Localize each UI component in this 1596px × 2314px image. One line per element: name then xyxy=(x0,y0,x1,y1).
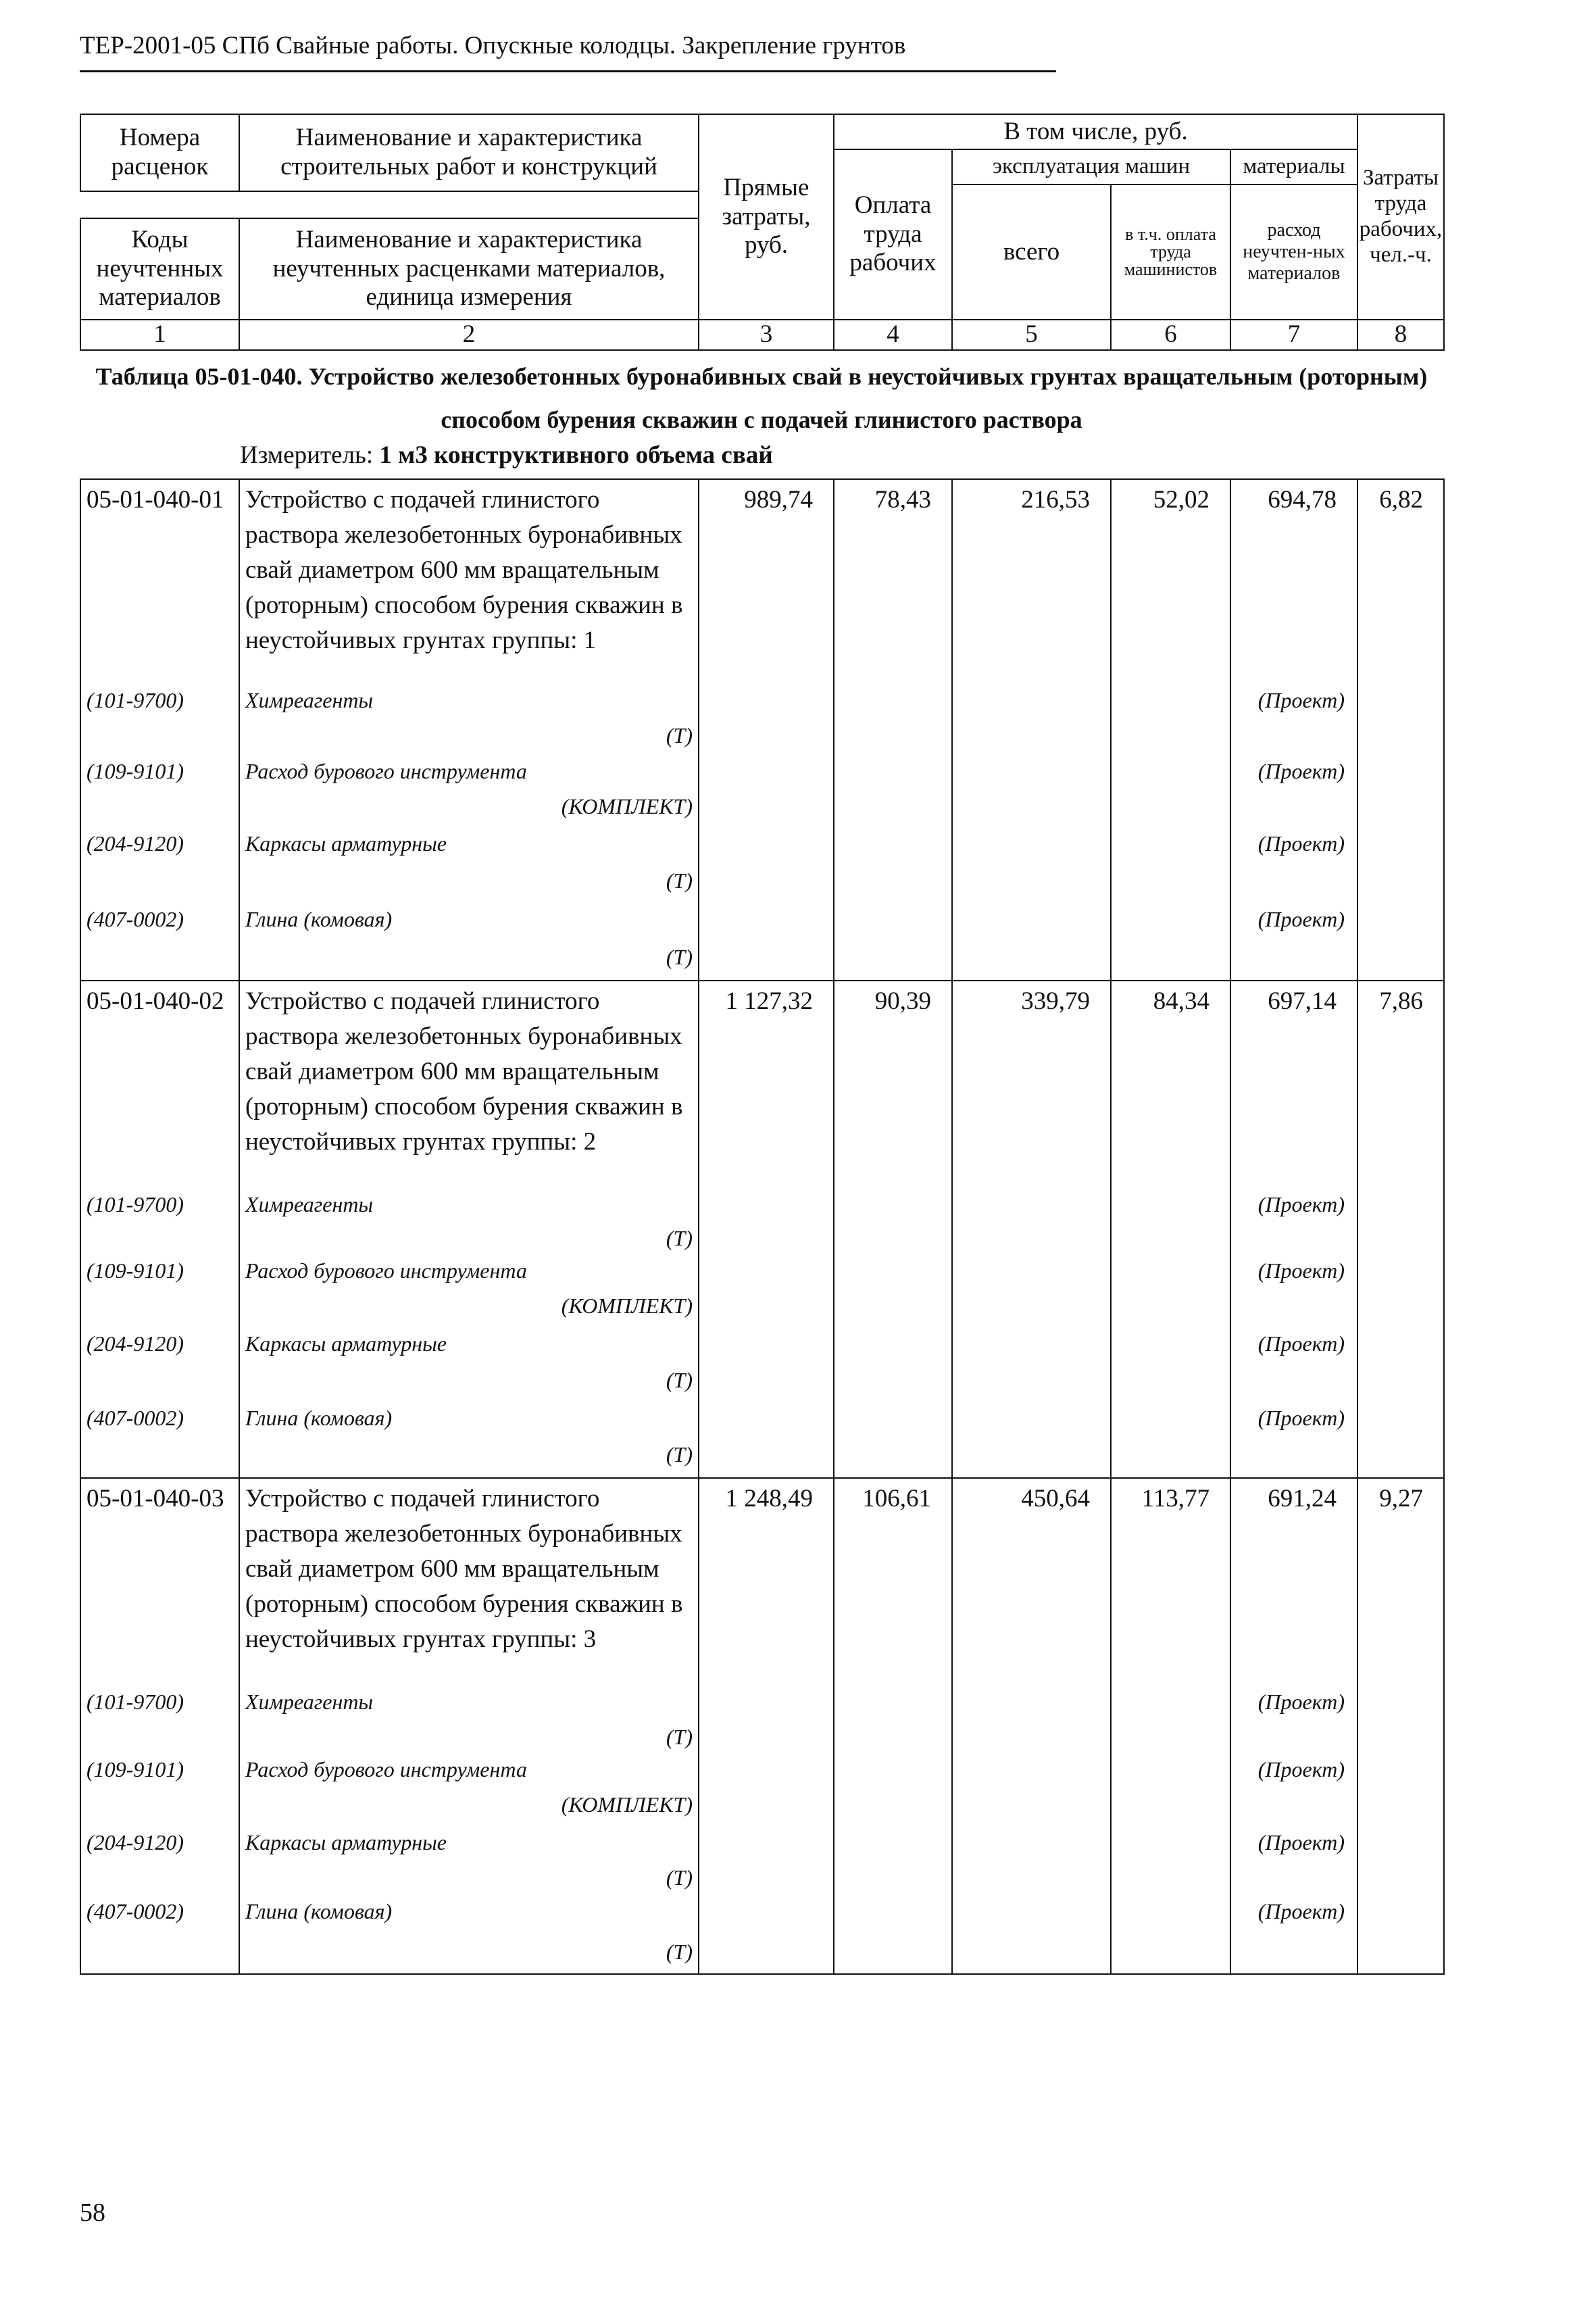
material-consumption: (Проект) xyxy=(1257,759,1345,783)
material-consumption: (Проект) xyxy=(1257,1258,1345,1283)
machines-total-value: 339,79 xyxy=(1021,987,1090,1015)
material-code: (204-9120) xyxy=(86,831,184,856)
material-unit: (Т) xyxy=(666,1442,693,1467)
material-code: (407-0002) xyxy=(86,1406,184,1430)
header-material-codes: Коды неучтенных материалов xyxy=(80,218,239,320)
material-code: (109-9101) xyxy=(86,1757,184,1781)
material-unit: (Т) xyxy=(666,1865,693,1890)
header-machine-operation: эксплуатация машин xyxy=(952,149,1230,184)
header-materials: материалы xyxy=(1230,149,1357,184)
page-number: 58 xyxy=(80,2198,105,2227)
material-unit: (Т) xyxy=(666,1725,693,1749)
material-unit: (КОМПЛЕКТ) xyxy=(561,1294,693,1318)
material-code: (101-9700) xyxy=(86,1192,184,1216)
materials-cell xyxy=(1230,981,1357,1478)
labor-pay-value: 90,39 xyxy=(874,987,931,1015)
material-unit: (Т) xyxy=(666,868,693,893)
material-code: (109-9101) xyxy=(86,1258,184,1283)
material-unit: (Т) xyxy=(666,1226,693,1250)
table-row xyxy=(80,981,1444,1478)
material-unit: (КОМПЛЕКТ) xyxy=(561,1792,693,1817)
description-cell xyxy=(239,479,699,981)
rate-code: 05-01-040-01 xyxy=(86,486,224,514)
rate-code-cell xyxy=(80,981,239,1478)
header-works-name: Наименование и характеристика строительных работ и конструкций xyxy=(239,114,699,191)
header-direct-costs: Прямые затраты, руб. xyxy=(699,114,834,320)
header-rate-numbers: Номера расценок xyxy=(80,114,239,191)
header-materials-name: Наименование и характеристика неучтенных расценками материалов, единица измерения xyxy=(239,218,699,320)
col-number: 6 xyxy=(1111,320,1230,350)
material-name: Химреагенты xyxy=(245,1690,374,1714)
col-number: 7 xyxy=(1230,320,1357,350)
material-consumption: (Проект) xyxy=(1257,1830,1345,1854)
material-consumption: (Проект) xyxy=(1257,688,1345,712)
work-description: Устройство с подачей глинистого раствора железобетонных буронабивных свай диаметром 600 мм вращательным (роторным) способом бурения скважин в неустойчивых грунтах группы: 3 xyxy=(245,1485,683,1653)
rate-code-cell xyxy=(80,1478,239,1974)
col-number: 4 xyxy=(834,320,952,350)
header-labor-costs: Затраты труда рабочих, чел.-ч. xyxy=(1357,114,1444,320)
col-number: 1 xyxy=(80,320,239,350)
col-number: 3 xyxy=(699,320,834,350)
header-including: В том числе, руб. xyxy=(834,114,1357,149)
material-name: Расход бурового инструмента xyxy=(245,1757,527,1781)
material-name: Каркасы арматурные xyxy=(245,1331,447,1356)
material-code: (101-9700) xyxy=(86,1690,184,1714)
material-name: Расход бурового инструмента xyxy=(245,759,527,783)
machines-total-value: 450,64 xyxy=(1021,1485,1090,1512)
machinist-pay-value: 52,02 xyxy=(1153,486,1210,514)
table-title: Таблица 05-01-040. Устройство железобетонных буронабивных свай в неустойчивых грунтах вращательным (роторным) способом бурения скважин с подачей глинистого раствора xyxy=(95,363,1428,433)
material-name: Химреагенты xyxy=(245,1192,374,1216)
col-number: 8 xyxy=(1357,320,1444,350)
measure-line xyxy=(240,439,773,472)
rate-code-cell xyxy=(80,479,239,981)
labor-hours-value: 6,82 xyxy=(1379,486,1423,514)
measure-label: Измеритель: xyxy=(240,441,374,469)
material-name: Расход бурового инструмента xyxy=(245,1258,527,1283)
material-consumption: (Проект) xyxy=(1257,1757,1345,1781)
material-unit: (Т) xyxy=(666,1368,693,1392)
labor-hours-value: 9,27 xyxy=(1379,1485,1423,1512)
material-consumption: (Проект) xyxy=(1257,907,1345,931)
materials-cell xyxy=(1230,1478,1357,1974)
material-name: Каркасы арматурные xyxy=(245,831,447,856)
material-unit: (Т) xyxy=(666,723,693,747)
material-unit: (КОМПЛЕКТ) xyxy=(561,794,693,818)
col-number: 2 xyxy=(239,320,699,350)
materials-value: 694,78 xyxy=(1268,486,1337,514)
description-cell xyxy=(239,1478,699,1974)
material-unit: (Т) xyxy=(666,945,693,969)
table-row xyxy=(80,479,1444,981)
direct-costs-value: 1 248,49 xyxy=(725,1485,813,1512)
material-consumption: (Проект) xyxy=(1257,1899,1345,1923)
material-consumption: (Проект) xyxy=(1257,1192,1345,1216)
material-code: (204-9120) xyxy=(86,1830,184,1854)
materials-value: 691,24 xyxy=(1268,1485,1337,1512)
rate-code: 05-01-040-03 xyxy=(86,1485,224,1512)
direct-costs-value: 989,74 xyxy=(744,486,813,514)
material-name: Глина (комовая) xyxy=(245,1406,393,1430)
materials-cell xyxy=(1230,479,1357,981)
machinist-pay-value: 84,34 xyxy=(1153,987,1210,1015)
header-unaccounted-materials: расход неучтен-ных материалов xyxy=(1230,184,1357,320)
material-name: Химреагенты xyxy=(245,688,374,712)
material-code: (407-0002) xyxy=(86,907,184,931)
material-consumption: (Проект) xyxy=(1257,1690,1345,1714)
header-divider xyxy=(80,70,1056,72)
description-cell xyxy=(239,981,699,1478)
material-code: (204-9120) xyxy=(86,1331,184,1356)
material-consumption: (Проект) xyxy=(1257,1331,1345,1356)
material-code: (101-9700) xyxy=(86,688,184,712)
labor-pay-value: 106,61 xyxy=(862,1485,931,1512)
header-machines-total: всего xyxy=(952,184,1111,320)
work-description: Устройство с подачей глинистого раствора железобетонных буронабивных свай диаметром 600 мм вращательным (роторным) способом бурения скважин в неустойчивых грунтах группы: 1 xyxy=(245,486,683,654)
material-code: (407-0002) xyxy=(86,1899,184,1923)
material-code: (109-9101) xyxy=(86,759,184,783)
col-number: 5 xyxy=(952,320,1111,350)
material-name: Каркасы арматурные xyxy=(245,1830,447,1854)
labor-pay-value: 78,43 xyxy=(874,486,931,514)
rate-code: 05-01-040-02 xyxy=(86,987,224,1015)
material-unit: (Т) xyxy=(666,1940,693,1964)
table-row xyxy=(80,1478,1444,1974)
direct-costs-value: 1 127,32 xyxy=(725,987,813,1015)
column-header-table xyxy=(80,114,1445,351)
measure-value: 1 м3 конструктивного объема свай xyxy=(379,441,773,469)
header-labor-pay: Оплата труда рабочих xyxy=(834,149,952,320)
machinist-pay-value: 113,77 xyxy=(1141,1485,1210,1512)
rates-table xyxy=(80,478,1445,1975)
material-name: Глина (комовая) xyxy=(245,907,393,931)
document-title: ТЕР-2001-05 СПб Свайные работы. Опускные колодцы. Закрепление грунтов xyxy=(80,32,906,59)
header-machinist-pay: в т.ч. оплата труда машинистов xyxy=(1111,184,1230,320)
machines-total-value: 216,53 xyxy=(1021,486,1090,514)
work-description: Устройство с подачей глинистого раствора железобетонных буронабивных свай диаметром 600 мм вращательным (роторным) способом бурения скважин в неустойчивых грунтах группы: 2 xyxy=(245,987,683,1156)
material-name: Глина (комовая) xyxy=(245,1899,393,1923)
labor-hours-value: 7,86 xyxy=(1379,987,1423,1015)
material-consumption: (Проект) xyxy=(1257,831,1345,856)
materials-value: 697,14 xyxy=(1268,987,1337,1015)
material-consumption: (Проект) xyxy=(1257,1406,1345,1430)
